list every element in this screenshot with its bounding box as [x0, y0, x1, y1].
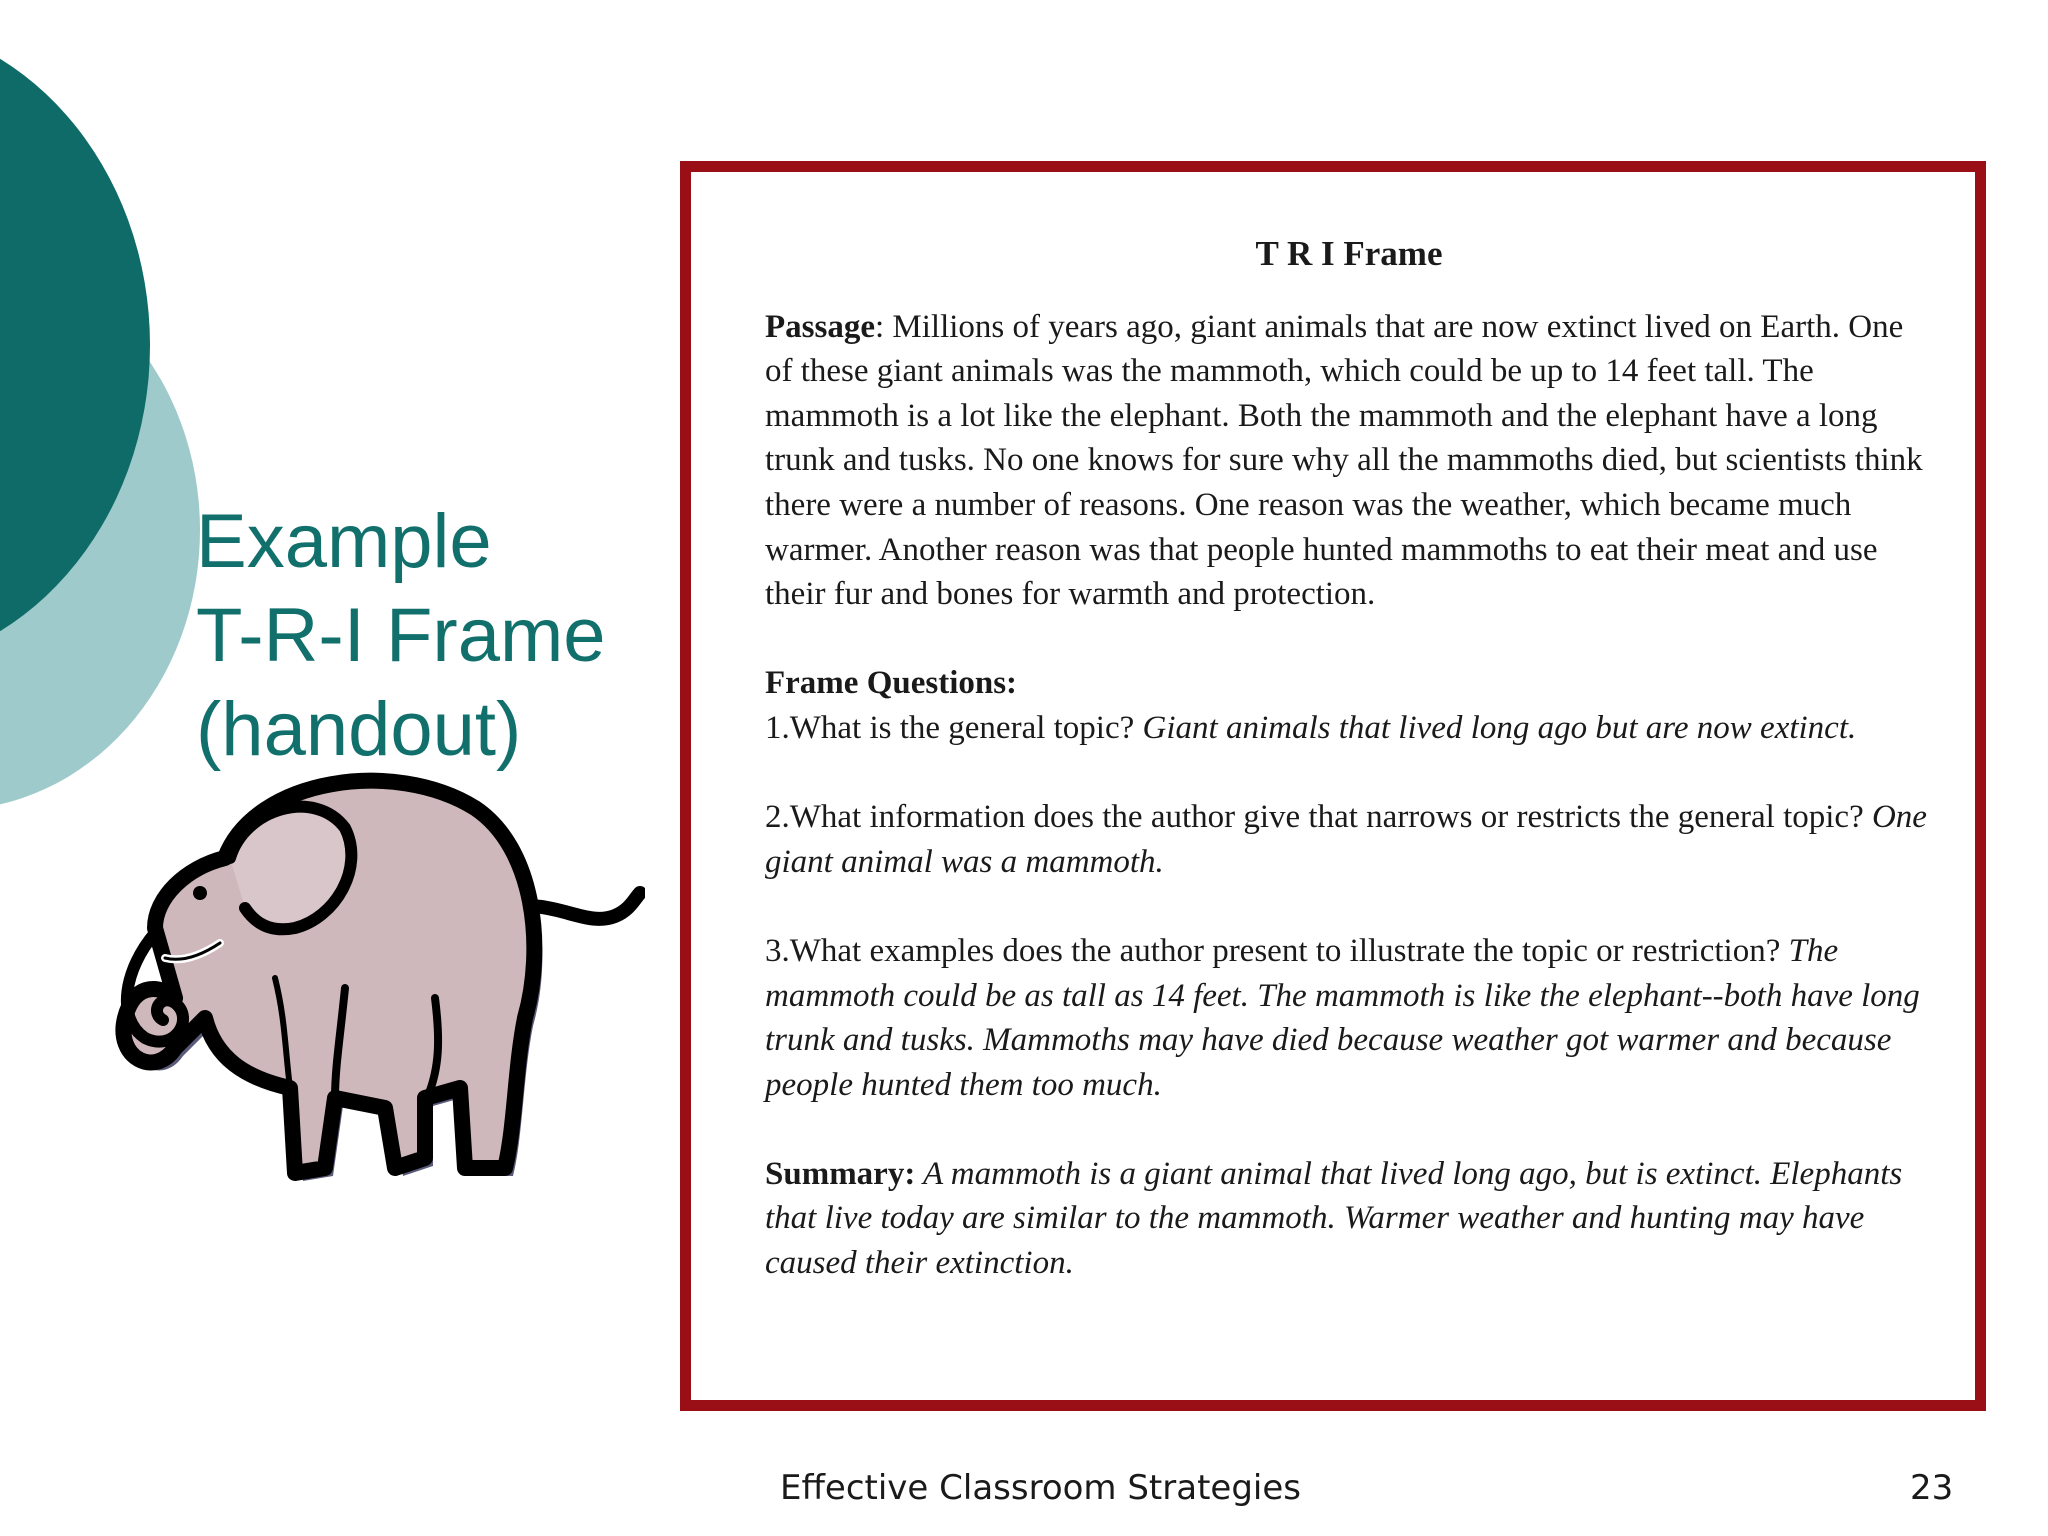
summary-label: Summary: [765, 1155, 916, 1192]
page-number: 23 [1910, 1468, 1954, 1508]
question-1: 1.What is the general topic? [765, 709, 1143, 746]
elephant-clipart-icon [95, 748, 645, 1208]
slide-title [196, 495, 606, 777]
passage-label: Passage [765, 308, 875, 345]
question-3-paragraph [765, 929, 1933, 1107]
summary-paragraph [765, 1152, 1933, 1286]
slide-title-line-1: Example [196, 499, 492, 584]
passage-text: : Millions of years ago, giant animals that are now extinct lived on Earth. One of these giant animals was the mammoth, which could be up to 14 feet tall. The mammoth is a lot like the elephant. Both the mammoth and the elephant have a long trunk and tusks. No one knows for sure why all the mammoths died, but scientists think there were a number of reasons. One reason was the weather, which became much warmer. Another reason was that people hunted mammoths to eat their meat and use their fur and bones for warmth and protection. [765, 308, 1923, 613]
answer-1: Giant animals that lived long ago but are now extinct. [1142, 709, 1857, 746]
slide-title-line-3: (handout) [196, 687, 522, 772]
handout-title: T R I Frame [1255, 234, 1443, 273]
answer-3: The mammoth could be as tall as 14 feet. The mammoth is like the elephant--both have long trunk and tusks. Mammoths may have died because weather got warmer and because people hunted them too much. [765, 932, 1920, 1103]
slide-footer: Effective Classroom Strategies [780, 1468, 1301, 1508]
question-2: 2.What information does the author give that narrows or restricts the general topic? [765, 799, 1872, 836]
passage-paragraph [765, 305, 1933, 617]
frame-questions [765, 661, 1933, 750]
question-2-paragraph [765, 795, 1933, 884]
summary-text: A mammoth is a giant animal that lived long ago, but is extinct. Elephants that live today are similar to the mammoth. Warmer weather and hunting may have caused their extinction. [765, 1155, 1903, 1282]
questions-label: Frame Questions: [765, 665, 1018, 702]
question-3: 3.What examples does the author present to illustrate the topic or restriction? [765, 932, 1789, 969]
answer-2: One giant animal was a mammoth. [765, 799, 1927, 880]
tri-frame-handout [680, 161, 1986, 1411]
slide-title-line-2: T-R-I Frame [196, 593, 606, 678]
